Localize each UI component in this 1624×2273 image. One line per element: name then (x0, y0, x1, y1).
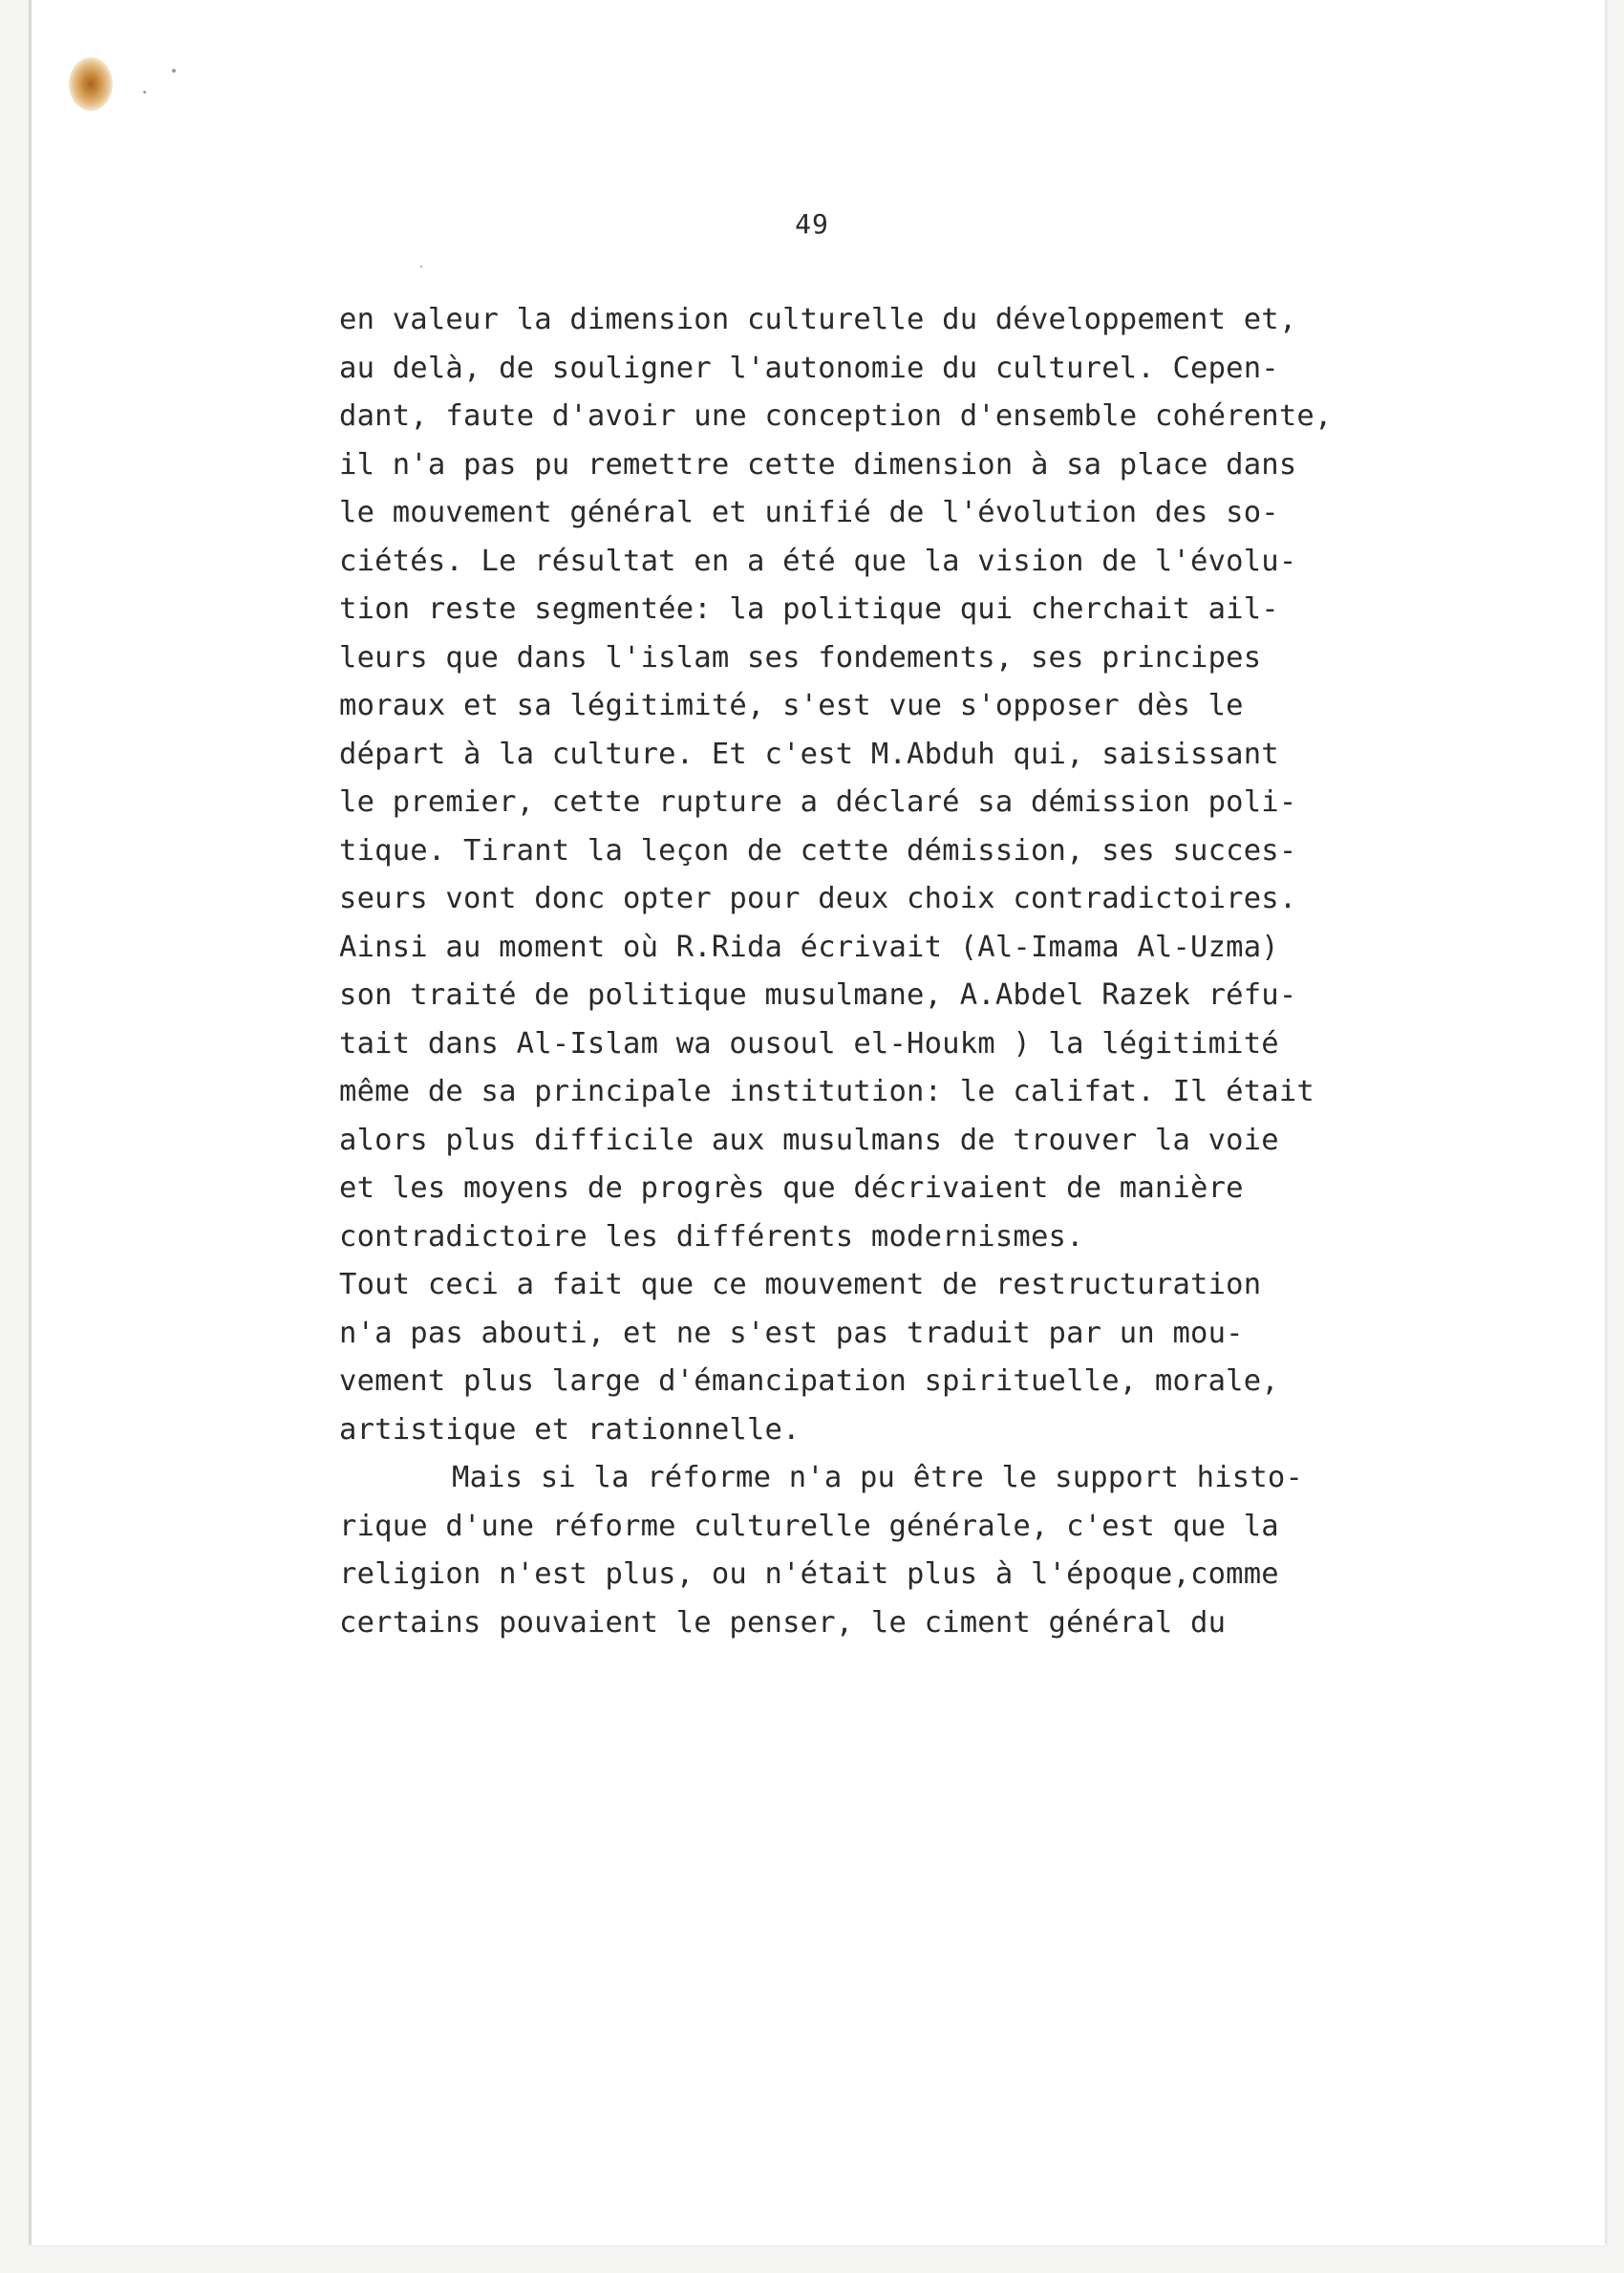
text-line: en valeur la dimension culturelle du développement et, (339, 303, 1297, 336)
text-line: et les moyens de progrès que décrivaient de manière (339, 1171, 1244, 1205)
speck (420, 266, 422, 268)
text-line: leurs que dans l'islam ses fondements, ses principes (339, 640, 1262, 675)
text-line: Ainsi au moment où R.Rida écrivait (Al-Imama Al-Uzma) (339, 930, 1279, 964)
speck (143, 91, 146, 94)
text-line: son traité de politique musulmane, A.Abdel Razek réfu- (339, 978, 1297, 1012)
text-line: certains pouvaient le penser, le ciment général du (339, 1605, 1227, 1640)
speck (172, 69, 176, 73)
text-line: Mais si la réforme n'a pu être le support histo- (452, 1461, 1304, 1494)
text-line: tique. Tirant la leçon de cette démission, ses succes- (339, 833, 1297, 868)
text-line: dant, faute d'avoir une conception d'ensemble cohérente, (339, 399, 1333, 433)
text-line: au delà, de souligner l'autonomie du culturel. Cepen- (339, 351, 1279, 385)
text-line: seurs vont donc opter pour deux choix contradictoires. (339, 882, 1297, 915)
text-line: même de sa principale institution: le califat. Il était (339, 1075, 1314, 1108)
text-line: artistique et rationnelle. (339, 1412, 801, 1447)
text-line: ciétés. Le résultat en a été que la vision de l'évolu- (339, 544, 1297, 578)
text-line: contradictoire les différents modernismes. (339, 1219, 1084, 1254)
text-line: religion n'est plus, ou n'était plus à l'époque,comme (339, 1557, 1279, 1591)
text-line: départ à la culture. Et c'est M.Abduh qui, saisissant (339, 737, 1279, 771)
page-number: 49 (795, 208, 829, 240)
text-line: alors plus difficile aux musulmans de trouver la voie (339, 1123, 1279, 1157)
sheet-edge (29, 0, 32, 2245)
text-line: vement plus large d'émancipation spirituelle, morale, (339, 1364, 1279, 1398)
text-line: Tout ceci a fait que ce mouvement de restructuration (339, 1268, 1262, 1301)
body-text (339, 296, 1428, 1647)
text-line: le mouvement général et unifié de l'évolution des so- (339, 496, 1279, 529)
text-line: rique d'une réforme culturelle générale, c'est que la (339, 1509, 1279, 1543)
text-line: tion reste segmentée: la politique qui cherchait ail- (339, 592, 1279, 626)
text-line: tait dans Al-Islam wa ousoul el-Houkm ) la légitimité (339, 1026, 1279, 1061)
rust-stain (69, 57, 113, 111)
text-line: il n'a pas pu remettre cette dimension à sa place dans (339, 447, 1297, 482)
text-line: le premier, cette rupture a déclaré sa démission poli- (339, 785, 1297, 819)
text-line: moraux et sa légitimité, s'est vue s'opposer dès le (339, 689, 1244, 722)
text-line: n'a pas abouti, et ne s'est pas traduit par un mou- (339, 1316, 1244, 1350)
